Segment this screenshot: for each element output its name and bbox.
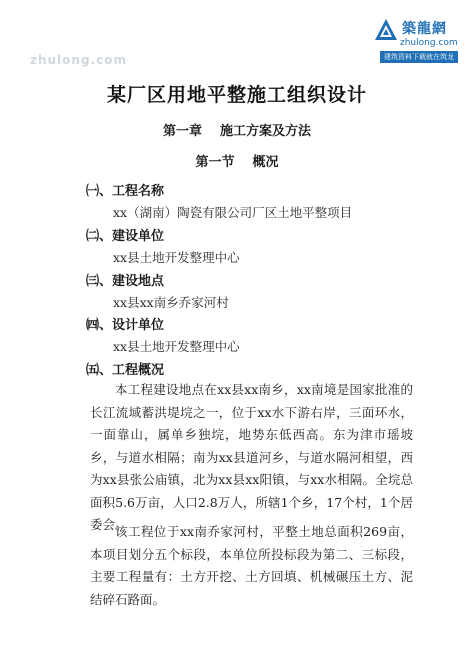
heading-construction-unit: ㈡、建设单位	[86, 229, 165, 244]
construction-site-value: xx县xx南乡乔家河村	[113, 295, 229, 310]
heading-project-name: ㈠、工程名称	[86, 184, 165, 199]
zhulong-logo-icon	[374, 18, 398, 42]
heading-project-overview: ㈤、工程概况	[86, 363, 165, 378]
logo-url: zhulong.com	[400, 38, 458, 48]
chapter-title: 第一章 施工方案及方法	[162, 124, 312, 139]
overview-paragraph-1: 本工程建设地点在xx县xx南乡，xx南境是国家批准的长江流域蓄洪堤垸之一，位于xx水下游右岸，三面环水，一面靠山，属单乡独垸，地势东低西高。东为津市瑶坡乡，与道水相隔；南为xx县道河乡，与道水隔河相望，西为xx县张公庙镇，北为xx县xx阳镇，与xx水相隔。全垸总面积5.6万亩，人口2.8万人，所辖1个乡，17个村，1个居委会。	[90, 382, 413, 532]
project-name-value: xx（湖南）陶瓷有限公司厂区土地平整项目	[113, 205, 353, 220]
heading-construction-site: ㈢、建设地点	[86, 274, 165, 289]
logo-brand-name: 築龍網	[402, 21, 447, 37]
heading-design-unit: ㈣、设计单位	[86, 318, 165, 333]
design-unit-value: xx县土地开发整理中心	[113, 339, 240, 354]
logo-tagline: 建筑资料下载就在筑龙	[380, 51, 458, 63]
construction-unit-value: xx县土地开发整理中心	[113, 250, 240, 265]
section-title: 第一节 概况	[195, 155, 279, 170]
watermark-text: zhulong.com	[30, 53, 127, 67]
zhulong-logo	[374, 18, 460, 64]
overview-paragraph-2: 该工程位于xx南乔家河村，平整土地总面积269亩，本项目划分五个标段，本单位所投标段为第二、三标段，主要工程量有：土方开挖、土方回填、机械碾压土方、泥结碎石路面。	[90, 524, 413, 607]
document-title: 某厂区用地平整施工组织设计	[106, 84, 367, 106]
